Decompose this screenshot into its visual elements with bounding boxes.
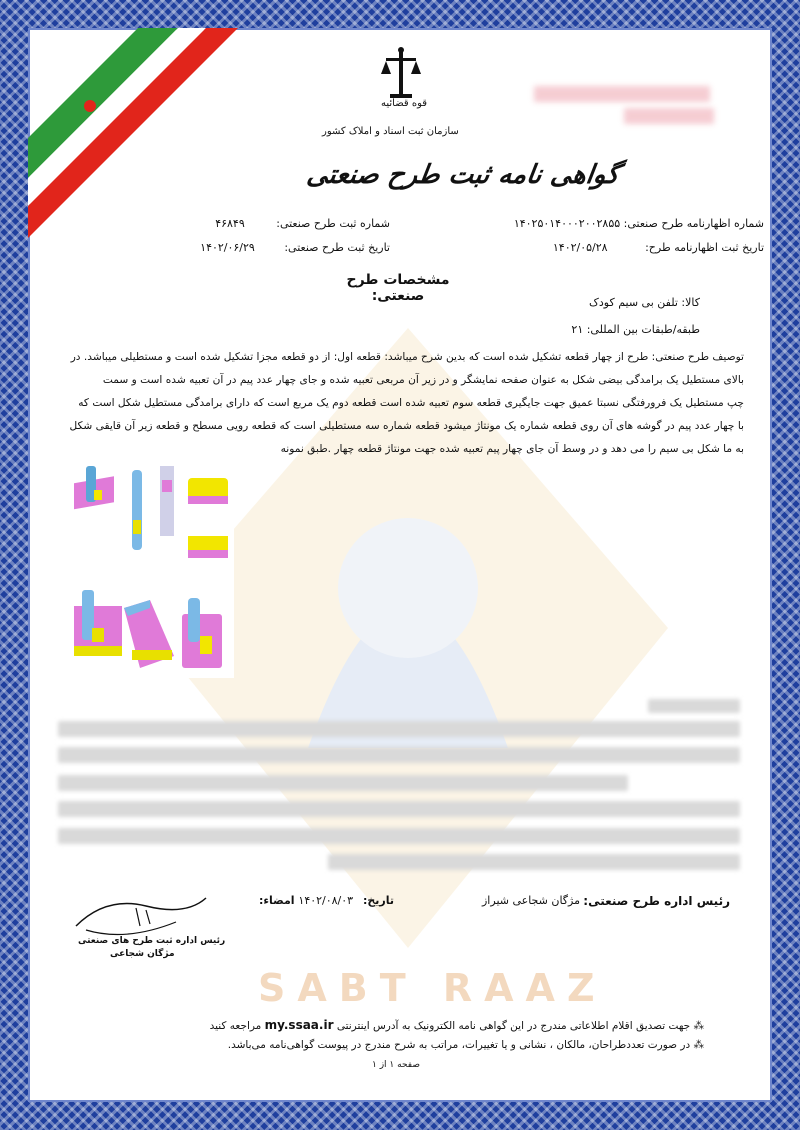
footnote-verify — [210, 1018, 704, 1032]
registration-date-row — [200, 241, 390, 254]
date-value: ۱۴۰۲/۰۸/۰۳ — [298, 894, 354, 907]
declaration-date-value: ۱۴۰۲/۰۵/۲۸ — [552, 241, 608, 254]
redacted-block — [58, 775, 628, 791]
redacted-block — [58, 801, 740, 817]
redacted-block — [624, 108, 714, 124]
description-line: چپ مستطیل یک فرورفتگی نسبتا عمیق جهت جایگیری قطعه سوم تعبیه شده است قطعه دوم یک مربع است که دارای برامدگی مستطیل شکل است که — [78, 397, 744, 409]
iran-flag-ribbon — [28, 28, 238, 248]
declaration-number-row — [514, 217, 764, 230]
redacted-block — [534, 86, 710, 102]
certificate-title: گواهی نامه ثبت طرح صنعتی — [304, 160, 622, 190]
phone-view-front — [132, 470, 142, 550]
declaration-date-row — [553, 241, 764, 254]
footnote-multiple-owners: ⁂ در صورت تعددطراحان، مالکان ، نشانی و یا تغییرات، مراتب به شرح مندرج در پیوست گواهی‌نامه می‌باشد. — [227, 1039, 704, 1051]
description-line: به ما شکل بی سیم را می دهد و در وسط آن جای چهار پیم تعبیه شده جهت مونتاژ قطعه چهار .طبق نمونه — [280, 443, 744, 455]
certificate-body — [28, 28, 772, 1102]
org-line-2: سازمان ثبت اسناد و املاک کشور — [322, 126, 459, 137]
redacted-block — [58, 747, 740, 763]
page-number: صفحه ۱ از ۱ — [372, 1060, 420, 1070]
description-line: توصیف طرح صنعتی: طرح از چهار قطعه تشکیل شده است که بدین شرح میباشد: قطعه اول: از دو قطعه مجزا تشکیل شده است و مستطیلی میباشد. در — [70, 351, 744, 363]
registration-date-label: تاریخ ثبت طرح صنعتی: — [284, 241, 390, 254]
footnote-verify-suffix: مراجعه کنید — [209, 1020, 262, 1032]
sign-label: امضاء: — [258, 894, 295, 907]
stamp-line-1: رئیس اداره ثبت طرح های صنعتی — [78, 936, 226, 946]
registration-number-label: شماره ثبت طرح صنعتی: — [276, 217, 390, 230]
date-row — [259, 894, 394, 907]
redacted-block — [648, 699, 740, 713]
verify-url-link[interactable]: my.ssaa.ir — [264, 1018, 334, 1032]
stamp-line-2: مژگان شجاعی — [110, 949, 175, 959]
org-line-1: قوه قضائیه — [381, 98, 428, 109]
description-line: با چهار عدد پیم در گوشه های آن روی قطعه شماره یک مونتاژ میشود قطعه شماره سه مستطیلی است که قطعه رویی مسطح و قطعه زیر آن قایقی شکل — [69, 420, 744, 432]
redacted-block — [58, 828, 740, 844]
design-views-images — [70, 460, 234, 678]
head-name: مژگان شجاعی شیراز — [482, 894, 580, 907]
registration-number-value: ۴۶۸۴۹ — [215, 217, 245, 230]
declaration-number-label: شماره اظهارنامه طرح صنعتی: — [623, 217, 764, 230]
class-text: طبقه/طبقات بین المللی: ۲۱ — [571, 323, 700, 336]
specs-title: مشخصات طرح صنعتی: — [346, 272, 450, 304]
date-label: تاریخ: — [362, 894, 394, 907]
goods-text: کالا: تلفن بی سیم کودک — [589, 296, 700, 309]
declaration-number-value: ۱۴۰۲۵۰۱۴۰۰۰۲۰۰۲۸۵۵ — [513, 217, 621, 230]
head-label: رئیس اداره طرح صنعتی: — [583, 894, 730, 908]
declaration-date-label: تاریخ ثبت اظهارنامه طرح: — [645, 241, 764, 254]
footnote-verify-prefix: ⁂ جهت تصدیق اقلام اطلاعاتی مندرج در این گواهی نامه الکترونیک به آدرس اینترنتی — [336, 1020, 704, 1032]
phone-view-base — [160, 466, 174, 536]
registration-date-value: ۱۴۰۲/۰۶/۲۹ — [200, 241, 255, 254]
description-line: بالای مستطیل یک برامدگی بیضی شکل به عنوان صفحه نمایشگر و در زیر آن مربعی تعبیه شده و جای چهار عدد پیم در آن تعبیه شده است و سمت — [102, 374, 744, 386]
redacted-block — [58, 721, 740, 737]
registration-number-row — [215, 217, 390, 230]
watermark-text: SABT RAAZ — [258, 966, 607, 1010]
redacted-block — [328, 854, 740, 870]
design-description — [68, 346, 744, 461]
